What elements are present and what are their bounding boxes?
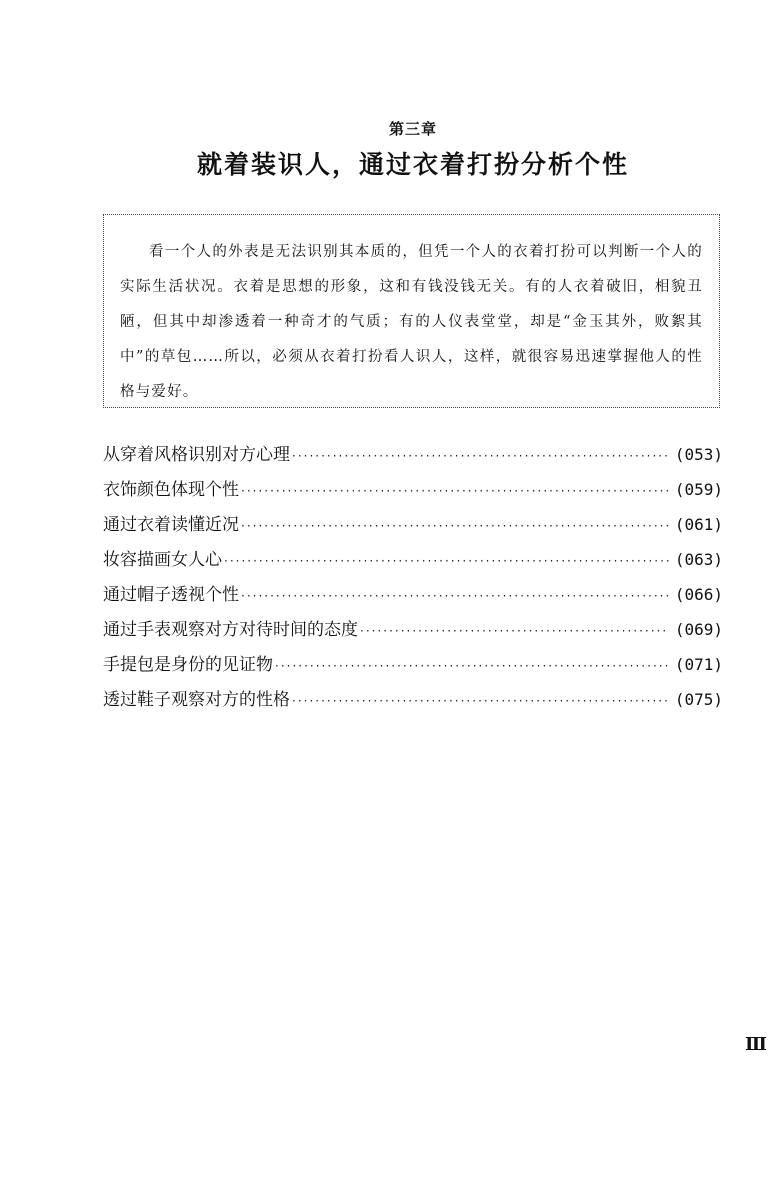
toc-leader (275, 659, 669, 673)
toc-leader (360, 624, 669, 638)
intro-text: 看一个人的外表是无法识别其本质的，但凭一个人的衣着打扮可以判断一个人的实际生活状况。衣着是思想的形象，这和有钱没钱无关。有的人衣着破旧，相貌丑陋，但其中却渗透着一种奇才的气质；有的人仪表堂堂，却是“金玉其外，败絮其中”的草包……所以，必须从衣着打扮看人识人，这样，就很容易迅速掌握他人的性格与爱好。 (120, 244, 703, 400)
toc-leader (241, 589, 669, 603)
toc-leader (292, 449, 669, 463)
toc-item-title: 衣饰颜色体现个性 (103, 480, 239, 500)
toc-item[interactable] (103, 685, 723, 720)
toc-item-title: 透过鞋子观察对方的性格 (103, 690, 290, 710)
toc-item[interactable] (103, 545, 723, 580)
toc-item-page: (053) (674, 445, 723, 464)
chapter-title: 就着装识人，通过衣着打扮分析个性 (196, 150, 629, 179)
toc-item-page: (066) (674, 585, 723, 604)
intro-box (103, 214, 720, 408)
toc-item-page: (061) (674, 515, 723, 534)
toc-item-title: 通过手表观察对方对待时间的态度 (103, 620, 358, 640)
toc-item[interactable] (103, 510, 723, 545)
toc-item[interactable] (103, 475, 723, 510)
toc-item[interactable] (103, 615, 723, 650)
toc-leader (224, 554, 669, 568)
toc-item-title: 通过衣着读懂近况 (103, 515, 239, 535)
toc-item-title: 从穿着风格识别对方心理 (103, 445, 290, 465)
toc-item-title: 妆容描画女人心 (103, 550, 222, 570)
toc-item[interactable] (103, 650, 723, 685)
toc-item[interactable] (103, 580, 723, 615)
page-number: Ⅲ (745, 1034, 767, 1054)
chapter-label: 第三章 (388, 120, 437, 138)
table-of-contents (103, 440, 723, 720)
toc-leader (241, 519, 669, 533)
toc-item[interactable] (103, 440, 723, 475)
toc-item-page: (063) (674, 550, 723, 569)
toc-item-title: 手提包是身份的见证物 (103, 655, 273, 675)
toc-item-title: 通过帽子透视个性 (103, 585, 239, 605)
toc-item-page: (071) (674, 655, 723, 674)
toc-item-page: (059) (674, 480, 723, 499)
toc-item-page: (075) (674, 690, 723, 709)
toc-item-page: (069) (674, 620, 723, 639)
toc-leader (241, 484, 669, 498)
toc-leader (292, 694, 669, 708)
